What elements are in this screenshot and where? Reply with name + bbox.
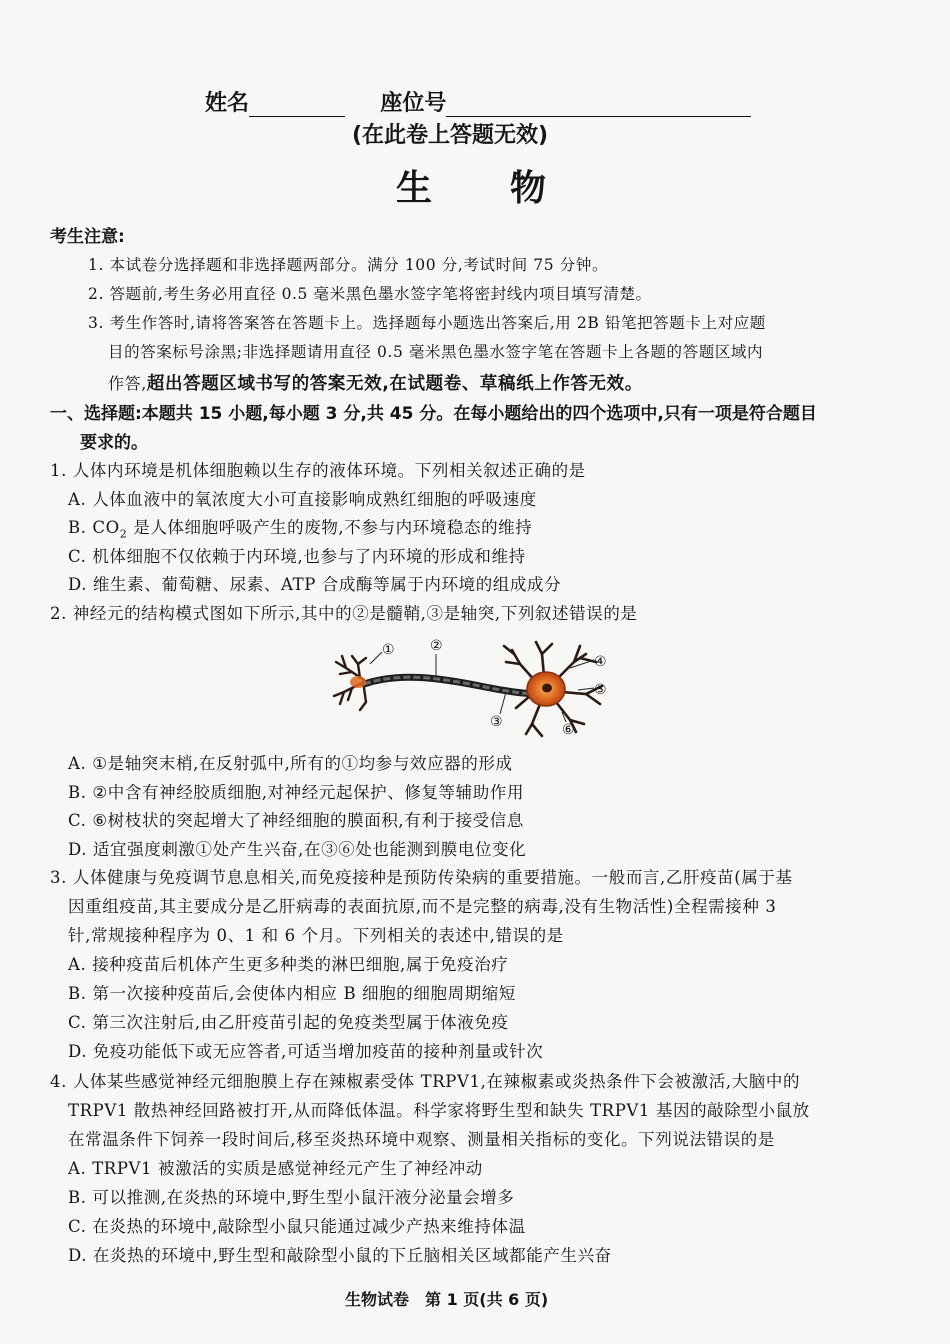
seat-blank[interactable] (446, 94, 751, 117)
q4-option-d: D. 在炎热的环境中,野生型和敲除型小鼠的下丘脑相关区域都能产生兴奋 (68, 1246, 612, 1265)
nucleus (542, 684, 552, 693)
q3-option-d: D. 免疫功能低下或无应答者,可适当增加疫苗的接种剂量或针次 (68, 1042, 544, 1061)
invalid-note: (在此卷上答题无效) (352, 123, 549, 148)
q1-option-b (68, 514, 532, 540)
q1-option-b-post: 是人体细胞呼吸产生的废物,不参与内环境稳态的维持 (127, 518, 533, 537)
page-footer: 生物试卷 第 1 页(共 6 页) (345, 1290, 549, 1309)
q3-option-b: B. 第一次接种疫苗后,会使体内相应 B 细胞的细胞周期缩短 (68, 984, 516, 1003)
q3-stem-2: 因重组疫苗,其主要成分是乙肝病毒的表面抗原,而不是完整的病毒,没有生物活性)全程需接种 3 (68, 897, 777, 916)
section1-line1: 一、选择题:本题共 15 小题,每小题 3 分,共 45 分。在每小题给出的四个选项中,只有一项是符合题目 (50, 404, 817, 424)
neuron-diagram (330, 632, 630, 742)
label-2: ② (430, 638, 443, 654)
q1-option-b-pre: B. CO (68, 518, 120, 537)
name-label: 姓名 (205, 91, 250, 116)
q2-option-c: C. ⑥树枝状的突起增大了神经细胞的膜面积,有利于接受信息 (68, 811, 524, 830)
q1-option-d: D. 维生素、葡萄糖、尿素、ATP 合成酶等属于内环境的组成成分 (68, 575, 562, 594)
notice-item-3-end-b: 超出答题区域书写的答案无效,在试题卷、草稿纸上作答无效。 (146, 374, 643, 394)
q3-option-c: C. 第三次注射后,由乙肝疫苗引起的免疫类型属于体液免疫 (68, 1013, 509, 1032)
label-3: ③ (490, 714, 503, 730)
q4-option-b: B. 可以推测,在炎热的环境中,野生型小鼠汗液分泌量会增多 (68, 1188, 515, 1207)
name-blank[interactable] (249, 94, 345, 117)
label-5: ⑤ (594, 682, 607, 698)
q2-option-b: B. ②中含有神经胶质细胞,对神经元起保护、修复等辅助作用 (68, 783, 525, 802)
label-1: ① (382, 642, 395, 658)
q4-stem-1: 4. 人体某些感觉神经元细胞膜上存在辣椒素受体 TRPV1,在辣椒素或炎热条件下会被激活,大脑中的 (50, 1072, 801, 1091)
q1-option-a: A. 人体血液中的氧浓度大小可直接影响成熟红细胞的呼吸速度 (68, 490, 537, 509)
name-seat-row (205, 86, 751, 117)
label-4: ④ (594, 654, 607, 670)
notice-item-3-end (108, 370, 643, 395)
q3-stem-1: 3. 人体健康与免疫调节息息相关,而免疫接种是预防传染病的重要措施。一般而言,乙肝疫苗(属于基 (50, 868, 793, 887)
q4-option-c: C. 在炎热的环境中,敲除型小鼠只能通过减少产热来维持体温 (68, 1217, 526, 1236)
q2-option-a: A. ①是轴突末梢,在反射弧中,所有的①均参与效应器的形成 (68, 754, 513, 773)
q1-option-b-sub: 2 (119, 527, 128, 541)
q1-stem: 1. 人体内环境是机体细胞赖以生存的液体环境。下列相关叙述正确的是 (50, 461, 586, 480)
notice-item-3: 3. 考生作答时,请将答案答在答题卡上。选择题每小题选出答案后,用 2B 铅笔把答题卡上对应题 (88, 314, 766, 332)
q2-option-d: D. 适宜强度刺激①处产生兴奋,在③⑥处也能测到膜电位变化 (68, 840, 527, 859)
q3-option-a: A. 接种疫苗后机体产生更多种类的淋巴细胞,属于免疫治疗 (68, 955, 509, 974)
q4-stem-2: TRPV1 散热神经回路被打开,从而降低体温。科学家将野生型和缺失 TRPV1 基因的敲除型小鼠放 (68, 1101, 810, 1120)
notice-item-3-end-a: 作答, (108, 374, 147, 393)
q4-stem-3: 在常温条件下饲养一段时间后,移至炎热环境中观察、测量相关指标的变化。下列说法错误的是 (68, 1130, 775, 1149)
seat-label: 座位号 (380, 91, 447, 116)
q1-option-c: C. 机体细胞不仅依赖于内环境,也参与了内环境的形成和维持 (68, 547, 526, 566)
notice-item-1: 1. 本试卷分选择题和非选择题两部分。满分 100 分,考试时间 75 分钟。 (88, 256, 609, 274)
q3-stem-3: 针,常规接种程序为 0、1 和 6 个月。下列相关的表述中,错误的是 (68, 926, 564, 945)
section1-line2: 要求的。 (80, 433, 148, 453)
subject-title: 生 物 (396, 168, 549, 209)
q2-stem: 2. 神经元的结构模式图如下所示,其中的②是髓鞘,③是轴突,下列叙述错误的是 (50, 604, 638, 623)
q4-option-a: A. TRPV1 被激活的实质是感觉神经元产生了神经冲动 (68, 1159, 483, 1178)
notice-item-3-cont: 目的答案标号涂黑;非选择题请用直径 0.5 毫米黑色墨水签字笔在答题卡上各题的答题区域内 (108, 343, 764, 361)
notice-title: 考生注意: (50, 227, 125, 247)
notice-item-2: 2. 答题前,考生务必用直径 0.5 毫米黑色墨水签字笔将密封线内项目填写清楚。 (88, 285, 652, 303)
label-6: ⑥ (562, 722, 575, 738)
